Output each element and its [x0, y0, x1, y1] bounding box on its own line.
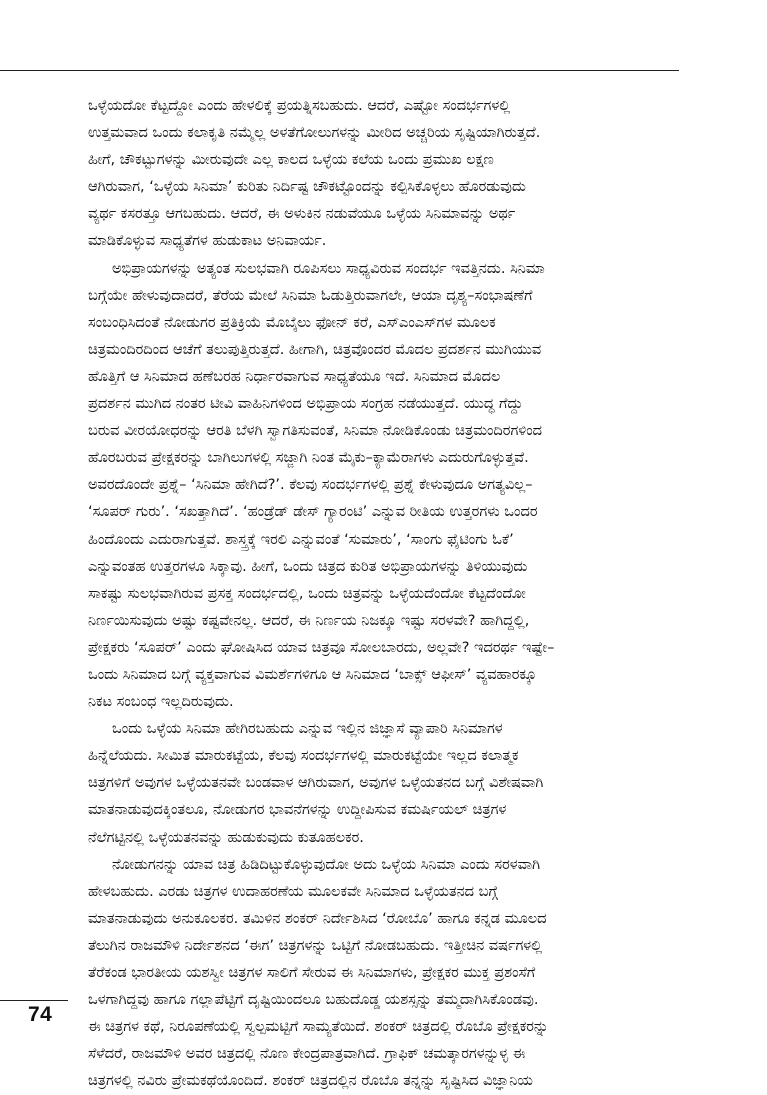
text-line: ಸಂಬಂಧಿಸಿದಂತೆ ನೋಡುಗರ ಪ್ರತಿಕ್ರಿಯೆ ಮೊಬೈಲು ಫೋನ್ ಕರೆ, ಎಸ್‌ಎಂಎಸ್‌ಗಳ ಮೂಲಕ	[88, 314, 496, 331]
text-line: ಒಂದು ಒಳ್ಳೆಯ ಸಿನಿಮಾ ಹೇಗಿರಬಹುದು ಎನ್ನುವ ಇಲ್ಲಿನ ಜಿಜ್ಞಾಸೆ ವ್ಯಾಪಾರಿ ಸಿನಿಮಾಗಳ	[112, 721, 503, 738]
text-line: ಒಂದು ಸಿನಿಮಾದ ಬಗ್ಗೆ ವ್ಯಕ್ತವಾಗುವ ವಿಮರ್ಶೆಗಳಿಗೂ ಆ ಸಿನಿಮಾದ ‘ಬಾಕ್ಸ್ ಆಫೀಸ್’ ವ್ಯವಹಾರಕ್ಕೂ	[88, 666, 537, 683]
text-line: ಅವರದೊಂದೇ ಪ್ರಶ್ನೆ– ‘ಸಿನಿಮಾ ಹೇಗಿದೆ?’. ಕೆಲವು ಸಂದರ್ಭಗಳಲ್ಲಿ ಪ್ರಶ್ನೆ ಕೇಳುವುದೂ ಅಗತ್ಯವಿಲ್ಲ–	[88, 477, 533, 494]
text-line: ಮಾಡಿಕೊಳ್ಳುವ ಸಾಧ್ಯತೆಗಳ ಹುಡುಕಾಟ ಅನಿವಾರ್ಯ.	[88, 233, 327, 250]
text-line: ಒಳಗಾಗಿದ್ದವು ಹಾಗೂ ಗಲ್ಲಾಪೆಟ್ಟಿಗೆ ದೃಷ್ಟಿಯಿಂದಲೂ ಬಹುದೊಡ್ಡ ಯಶಸ್ಸನ್ನು ತಮ್ಮದಾಗಿಸಿಕೊಂಡವು.	[88, 992, 539, 1009]
text-line: ಪ್ರೇಕ್ಷಕರು ‘ಸೂಪರ್’ ಎಂದು ಘೋಷಿಸಿದ ಯಾವ ಚಿತ್ರವೂ ಸೋಲಬಾರದು, ಅಲ್ಲವೇ? ಇದರರ್ಥ ಇಷ್ಟೇ–	[88, 639, 555, 656]
text-line: ಹೊರಬರುವ ಪ್ರೇಕ್ಷಕರನ್ನು ಬಾಗಿಲುಗಳಲ್ಲಿ ಸಜ್ಜಾಗಿ ನಿಂತ ಮೈಕು–ಕ್ಯಾಮೆರಾಗಳು ಎದುರುಗೊಳ್ಳುತ್ತವೆ.	[88, 450, 529, 467]
footer-rule	[0, 1000, 68, 1001]
text-line: ನೆಲೆಗಟ್ಟಿನಲ್ಲಿ ಒಳ್ಳೆಯತನವನ್ನು ಹುಡುಕುವುದು ಕುತೂಹಲಕರ.	[88, 829, 364, 846]
page-number: 74	[28, 1003, 53, 1026]
header-rule	[0, 70, 679, 71]
text-line: ಹೀಗೆ, ಚೌಕಟ್ಟುಗಳನ್ನು ಮೀರುವುದೇ ಎಲ್ಲ ಕಾಲದ ಒಳ್ಳೆಯ ಕಲೆಯ ಒಂದು ಪ್ರಮುಖ ಲಕ್ಷಣ	[88, 152, 494, 169]
text-line: ‘ಸೂಪರ್ ಗುರು’. ‘ಸಖತ್ತಾಗಿದೆ’. ‘ಹಂಡ್ರೆಡ್ ಡೇಸ್ ಗ್ಯಾರಂಟಿ’ ಎನ್ನುವ ರೀತಿಯ ಉತ್ತರಗಳು ಒಂದರ	[88, 504, 538, 521]
text-line: ಒಳ್ಳೆಯದೋ ಕೆಟ್ಟದ್ದೋ ಎಂದು ಹೇಳಲಿಕ್ಕೆ ಪ್ರಯತ್ನಿಸಬಹುದು. ಆದರೆ, ಎಷ್ಟೋ ಸಂದರ್ಭಗಳಲ್ಲಿ	[88, 98, 511, 114]
text-line: ಹಿಂದೊಂದು ಎದುರಾಗುತ್ತವೆ. ಶಾಸ್ತ್ರಕ್ಕೆ ಇರಲಿ ಎನ್ನುವಂತೆ ‘ಸುಮಾರು’, ‘ಸಾಂಗು ಫೈಟಿಂಗು ಓಕೆ’	[88, 531, 514, 548]
text-line: ಹೊತ್ತಿಗೆ ಆ ಸಿನಿಮಾದ ಹಣೆಬರಹ ನಿರ್ಧಾರವಾಗುವ ಸಾಧ್ಯತೆಯೂ ಇದೆ. ಸಿನಿಮಾದ ಮೊದಲ	[88, 368, 501, 385]
text-line: ಸೆಳೆದರೆ, ರಾಜಮೌಳಿ ಅವರ ಚಿತ್ರದಲ್ಲಿ ನೊಣ ಕೇಂದ್ರಪಾತ್ರವಾಗಿದೆ. ಗ್ರಾಫಿಕ್ ಚಮತ್ಕಾರಗಳನ್ನುಳ್ಳ ಈ	[88, 1046, 526, 1063]
text-line: ಪ್ರದರ್ಶನ ಮುಗಿದ ನಂತರ ಟೀವಿ ವಾಹಿನಿಗಳಿಂದ ಅಭಿಪ್ರಾಯ ಸಂಗ್ರಹ ನಡೆಯುತ್ತದೆ. ಯುದ್ಧ ಗೆದ್ದು	[88, 396, 523, 413]
text-line: ನಿಕಟ ಸಂಬಂಧ ಇಲ್ಲದಿರುವುದು.	[88, 694, 234, 711]
text-line: ಬಗ್ಗೆಯೇ ಹೇಳುವುದಾದರೆ, ತೆರೆಯ ಮೇಲೆ ಸಿನಿಮಾ ಓಡುತ್ತಿರುವಾಗಲೇ, ಆಯಾ ದೃಶ್ಯ–ಸಂಭಾಷಣೆಗೆ	[88, 287, 533, 304]
text-line: ನಿರ್ಣಯಿಸುವುದು ಅಷ್ಟು ಕಷ್ಟವೇನಲ್ಲ. ಆದರೆ, ಈ ನಿರ್ಣಯ ನಿಜಕ್ಕೂ ಇಷ್ಟು ಸರಳವೇ? ಹಾಗಿದ್ದಲ್ಲಿ,	[88, 612, 530, 629]
text-line: ಆಗಿರುವಾಗ, ‘ಒಳ್ಳೆಯ ಸಿನಿಮಾ’ ಕುರಿತು ನಿರ್ದಿಷ್ಟ ಚೌಕಟ್ಟೊಂದನ್ನು ಕಲ್ಪಿಸಿಕೊಳ್ಳಲು ಹೊರಡುವುದು	[88, 179, 526, 196]
body-text	[88, 93, 682, 1095]
text-line: ಚಿತ್ರಮಂದಿರದಿಂದ ಆಚೆಗೆ ತಲುಪುತ್ತಿರುತ್ತದೆ. ಹೀಗಾಗಿ, ಚಿತ್ರವೊಂದರ ಮೊದಲ ಪ್ರದರ್ಶನ ಮುಗಿಯುವ	[88, 341, 542, 358]
text-line: ಸಾಕಷ್ಟು ಸುಲಭವಾಗಿರುವ ಪ್ರಸಕ್ತ ಸಂದರ್ಭದಲ್ಲಿ, ಒಂದು ಚಿತ್ರವನ್ನು ಒಳ್ಳೆಯದೆಂದೋ ಕೆಟ್ಟದೆಂದೋ	[88, 585, 526, 602]
text-line: ತೆರೆಕಂಡ ಭಾರತೀಯ ಯಶಸ್ವೀ ಚಿತ್ರಗಳ ಸಾಲಿಗೆ ಸೇರುವ ಈ ಸಿನಿಮಾಗಳು, ಪ್ರೇಕ್ಷಕರ ಮುಕ್ತ ಪ್ರಶಂಸೆಗೆ	[88, 965, 536, 981]
text-line: ಅಭಿಪ್ರಾಯಗಳನ್ನು ಅತ್ಯಂತ ಸುಲಭವಾಗಿ ರೂಪಿಸಲು ಸಾಧ್ಯವಿರುವ ಸಂದರ್ಭ ಇವತ್ತಿನದು. ಸಿನಿಮಾ	[112, 260, 545, 277]
text-line: ಎನ್ನುವಂತಹ ಉತ್ತರಗಳೂ ಸಿಕ್ಕಾವು. ಹೀಗೆ, ಒಂದು ಚಿತ್ರದ ಕುರಿತ ಅಭಿಪ್ರಾಯಗಳನ್ನು ತಿಳಿಯುವುದು	[88, 558, 528, 575]
text-line: ಹಿನ್ನೆಲೆಯದು. ಸೀಮಿತ ಮಾರುಕಟ್ಟೆಯ, ಕೆಲವು ಸಂದರ್ಭಗಳಲ್ಲಿ ಮಾರುಕಟ್ಟೆಯೇ ಇಲ್ಲದ ಕಲಾತ್ಮಕ	[88, 748, 519, 765]
text-line: ಮಾತನಾಡುವುದು ಅನುಕೂಲಕರ. ತಮಿಳಿನ ಶಂಕರ್ ನಿರ್ದೇಶಿಸಿದ ‘ರೋಬೊ’ ಹಾಗೂ ಕನ್ನಡ ಮೂಲದ	[88, 910, 547, 927]
text-line: ಹೇಳಬಹುದು. ಎರಡು ಚಿತ್ರಗಳ ಉದಾಹರಣೆಯ ಮೂಲಕವೇ ಸಿನಿಮಾದ ಒಳ್ಳೆಯತನದ ಬಗ್ಗೆ	[88, 883, 498, 900]
text-line: ನೋಡುಗನನ್ನು ಯಾವ ಚಿತ್ರ ಹಿಡಿದಿಟ್ಟುಕೊಳ್ಳುವುದೋ ಅದು ಒಳ್ಳೆಯ ಸಿನಿಮಾ ಎಂದು ಸರಳವಾಗಿ	[112, 856, 541, 873]
text-line: ಚಿತ್ರಗಳಿಗೆ ಅವುಗಳ ಒಳ್ಳೆಯತನವೇ ಬಂಡವಾಳ ಆಗಿರುವಾಗ, ಅವುಗಳ ಒಳ್ಳೆಯತನದ ಬಗ್ಗೆ ವಿಶೇಷವಾಗಿ	[88, 775, 544, 792]
text-line: ವ್ಯರ್ಥ ಕಸರತ್ತೂ ಆಗಬಹುದು. ಆದರೆ, ಈ ಅಳುಕಿನ ನಡುವೆಯೂ ಒಳ್ಳೆಯ ಸಿನಿಮಾವನ್ನು ಅರ್ಥ	[88, 206, 516, 223]
text-line: ಈ ಚಿತ್ರಗಳ ಕಥೆ, ನಿರೂಪಣೆಯಲ್ಲಿ ಸ್ವಲ್ಪಮಟ್ಟಿಗೆ ಸಾಮ್ಯತೆಯಿದೆ. ಶಂಕರ್ ಚಿತ್ರದಲ್ಲಿ ರೊಬೊ ಪ್ರೇಕ್ಷಕರನ್ನು	[88, 1019, 549, 1036]
text-line: ಬರುವ ವೀರಯೋಧರನ್ನು ಆರತಿ ಬೆಳಗಿ ಸ್ವಾಗತಿಸುವಂತೆ, ಸಿನಿಮಾ ನೋಡಿಕೊಂಡು ಚಿತ್ರಮಂದಿರಗಳಿಂದ	[88, 423, 543, 440]
text-line: ಉತ್ತಮವಾದ ಒಂದು ಕಲಾಕೃತಿ ನಮ್ಮೆಲ್ಲ ಅಳತೆಗೋಲುಗಳನ್ನು ಮೀರಿದ ಅಚ್ಚರಿಯ ಸೃಷ್ಟಿಯಾಗಿರುತ್ತದೆ.	[88, 125, 541, 142]
text-line: ತೆಲುಗಿನ ರಾಜಮೌಳಿ ನಿರ್ದೇಶನದ ‘ಈಗ’ ಚಿತ್ರಗಳನ್ನು ಒಟ್ಟಿಗೆ ನೋಡಬಹುದು. ಇತ್ತೀಚಿನ ವರ್ಷಗಳಲ್ಲಿ	[88, 937, 543, 954]
text-line: ಚಿತ್ರಗಳಲ್ಲಿ ನವಿರು ಪ್ರೇಮಕಥೆಯೊಂದಿದೆ. ಶಂಕರ್ ಚಿತ್ರದಲ್ಲಿನ ರೊಬೊ ತನ್ನನ್ನು ಸೃಷ್ಟಿಸಿದ ವಿಜ್ಞಾನಿಯ	[88, 1073, 533, 1090]
text-line: ಮಾತನಾಡುವುದಕ್ಕಿಂತಲೂ, ನೋಡುಗರ ಭಾವನೆಗಳನ್ನು ಉದ್ದೀಪಿಸುವ ಕಮರ್ಷಿಯಲ್ ಚಿತ್ರಗಳ	[88, 802, 507, 819]
